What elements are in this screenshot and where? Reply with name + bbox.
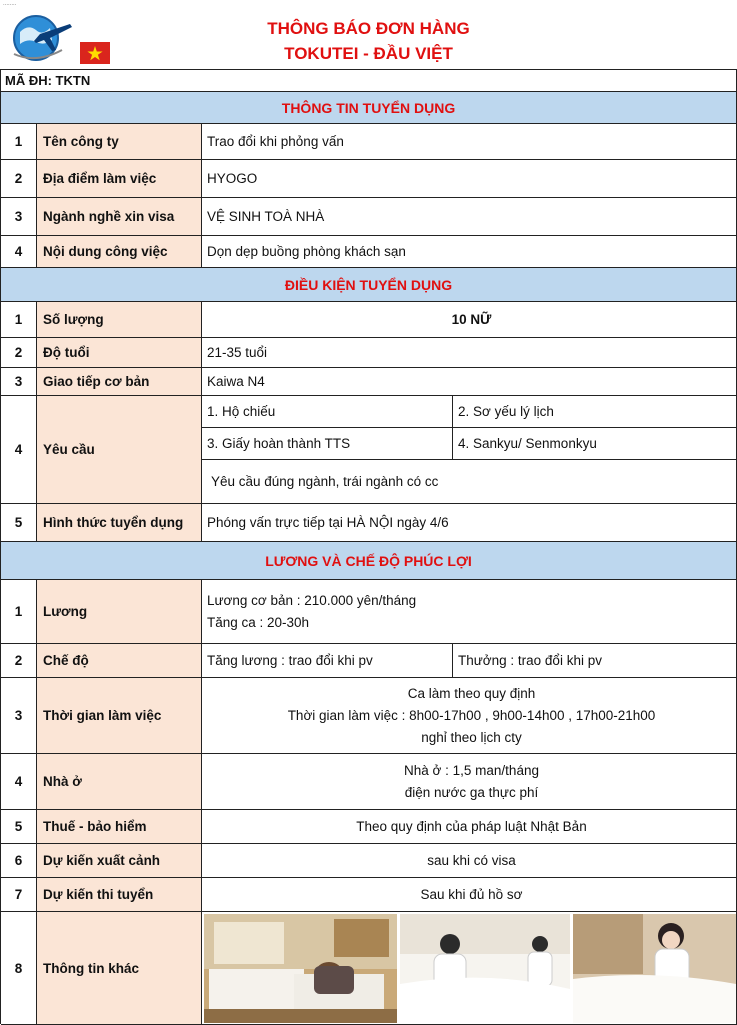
- row-number: 3: [1, 368, 37, 396]
- row-number: 5: [1, 504, 37, 542]
- recruitment-form-value: Phóng vấn trực tiếp tại HÀ NỘI ngày 4/6: [202, 504, 737, 542]
- quantity-value: 10 NỮ: [202, 302, 737, 338]
- row-number: 2: [1, 160, 37, 198]
- visa-field-label: Ngành nghề xin visa: [37, 198, 202, 236]
- bed-sheet-spreading-photo-icon: [400, 914, 570, 1023]
- days-off-text: nghỉ theo lịch cty: [421, 729, 522, 745]
- row-number: 1: [1, 580, 37, 644]
- work-hours-value: [202, 678, 737, 754]
- policy-label: Chế độ: [37, 644, 202, 678]
- row-number: 3: [1, 198, 37, 236]
- tax-insurance-value: Theo quy định của pháp luật Nhật Bản: [202, 810, 737, 844]
- section-recruitment-info-title: THÔNG TIN TUYỂN DỤNG: [1, 92, 737, 124]
- row-number: 7: [1, 878, 37, 912]
- header: [0, 0, 737, 70]
- language-value: Kaiwa N4: [202, 368, 737, 396]
- company-label: Tên công ty: [37, 124, 202, 160]
- section-recruitment-conditions-title: ĐIỀU KIỆN TUYỂN DỤNG: [1, 268, 737, 302]
- requirement-item: 2. Sơ yếu lý lịch: [453, 396, 737, 428]
- row-number: 2: [1, 338, 37, 368]
- row-number: 1: [1, 302, 37, 338]
- age-value: 21-35 tuổi: [202, 338, 737, 368]
- workplace-value: HYOGO: [202, 160, 737, 198]
- visa-field-value: VỆ SINH TOÀ NHÀ: [202, 198, 737, 236]
- order-table: [0, 69, 737, 1024]
- row-number: 4: [1, 236, 37, 268]
- job-content-label: Nội dung công việc: [37, 236, 202, 268]
- workplace-label: Địa điểm làm việc: [37, 160, 202, 198]
- overtime-text: Tăng ca : 20-30h: [207, 614, 310, 630]
- tiny-header-mark: ........: [3, 1, 17, 7]
- housekeeper-smoothing-bed-photo-icon: [573, 914, 736, 1023]
- row-number: 3: [1, 678, 37, 754]
- row-number: 2: [1, 644, 37, 678]
- shift-text: Ca làm theo quy định: [407, 685, 536, 701]
- housing-label: Nhà ở: [37, 754, 202, 810]
- bonus-value: Thưởng : trao đổi khi pv: [453, 644, 737, 678]
- raise-value: Tăng lương : trao đổi khi pv: [202, 644, 453, 678]
- utilities-text: điện nước ga thực phí: [404, 784, 539, 800]
- job-content-value: Dọn dẹp buồng phòng khách sạn: [202, 236, 737, 268]
- exam-value: Sau khi đủ hồ sơ: [202, 878, 737, 912]
- work-hours-label: Thời gian làm việc: [37, 678, 202, 754]
- requirement-item: 4. Sankyu/ Senmonkyu: [453, 428, 737, 460]
- order-code: MÃ ĐH: TKTN: [1, 70, 737, 92]
- page-title: THÔNG BÁO ĐƠN HÀNG: [267, 19, 470, 38]
- row-number: 4: [1, 754, 37, 810]
- exam-label: Dự kiến thi tuyển: [37, 878, 202, 912]
- page-subtitle: TOKUTEI - ĐẦU VIỆT: [284, 44, 453, 63]
- tax-insurance-label: Thuế - bảo hiểm: [37, 810, 202, 844]
- language-label: Giao tiếp cơ bản: [37, 368, 202, 396]
- rent-text: Nhà ở : 1,5 man/tháng: [404, 762, 539, 778]
- other-info-label: Thông tin khác: [37, 912, 202, 1025]
- row-number: 1: [1, 124, 37, 160]
- salary-value: [202, 580, 737, 644]
- quantity-label: Số lượng: [37, 302, 202, 338]
- housing-value: [202, 754, 737, 810]
- company-value: Trao đổi khi phỏng vấn: [202, 124, 737, 160]
- row-number: 4: [1, 396, 37, 504]
- requirement-note: Yêu cầu đúng ngành, trái ngành có cc: [202, 460, 737, 504]
- recruitment-form-label: Hình thức tuyển dụng: [37, 504, 202, 542]
- salary-label: Lương: [37, 580, 202, 644]
- age-label: Độ tuổi: [37, 338, 202, 368]
- hotel-room-bed-making-photo-icon: [204, 914, 397, 1023]
- section-salary-benefits-title: LƯƠNG VÀ CHẾ ĐỘ PHÚC LỢI: [1, 542, 737, 580]
- requirement-item: 3. Giấy hoàn thành TTS: [202, 428, 453, 460]
- other-info-photos: [202, 912, 737, 1025]
- basic-salary-text: Lương cơ bản : 210.000 yên/tháng: [207, 592, 417, 608]
- row-number: 8: [1, 912, 37, 1025]
- departure-value: sau khi có visa: [202, 844, 737, 878]
- hours-text: Thời gian làm việc : 8h00-17h00 , 9h00-14h00 , 17h00-21h00: [287, 707, 656, 723]
- row-number: 5: [1, 810, 37, 844]
- row-number: 6: [1, 844, 37, 878]
- requirements-label: Yêu cầu: [37, 396, 202, 504]
- departure-label: Dự kiến xuất cảnh: [37, 844, 202, 878]
- requirement-item: 1. Hộ chiếu: [202, 396, 453, 428]
